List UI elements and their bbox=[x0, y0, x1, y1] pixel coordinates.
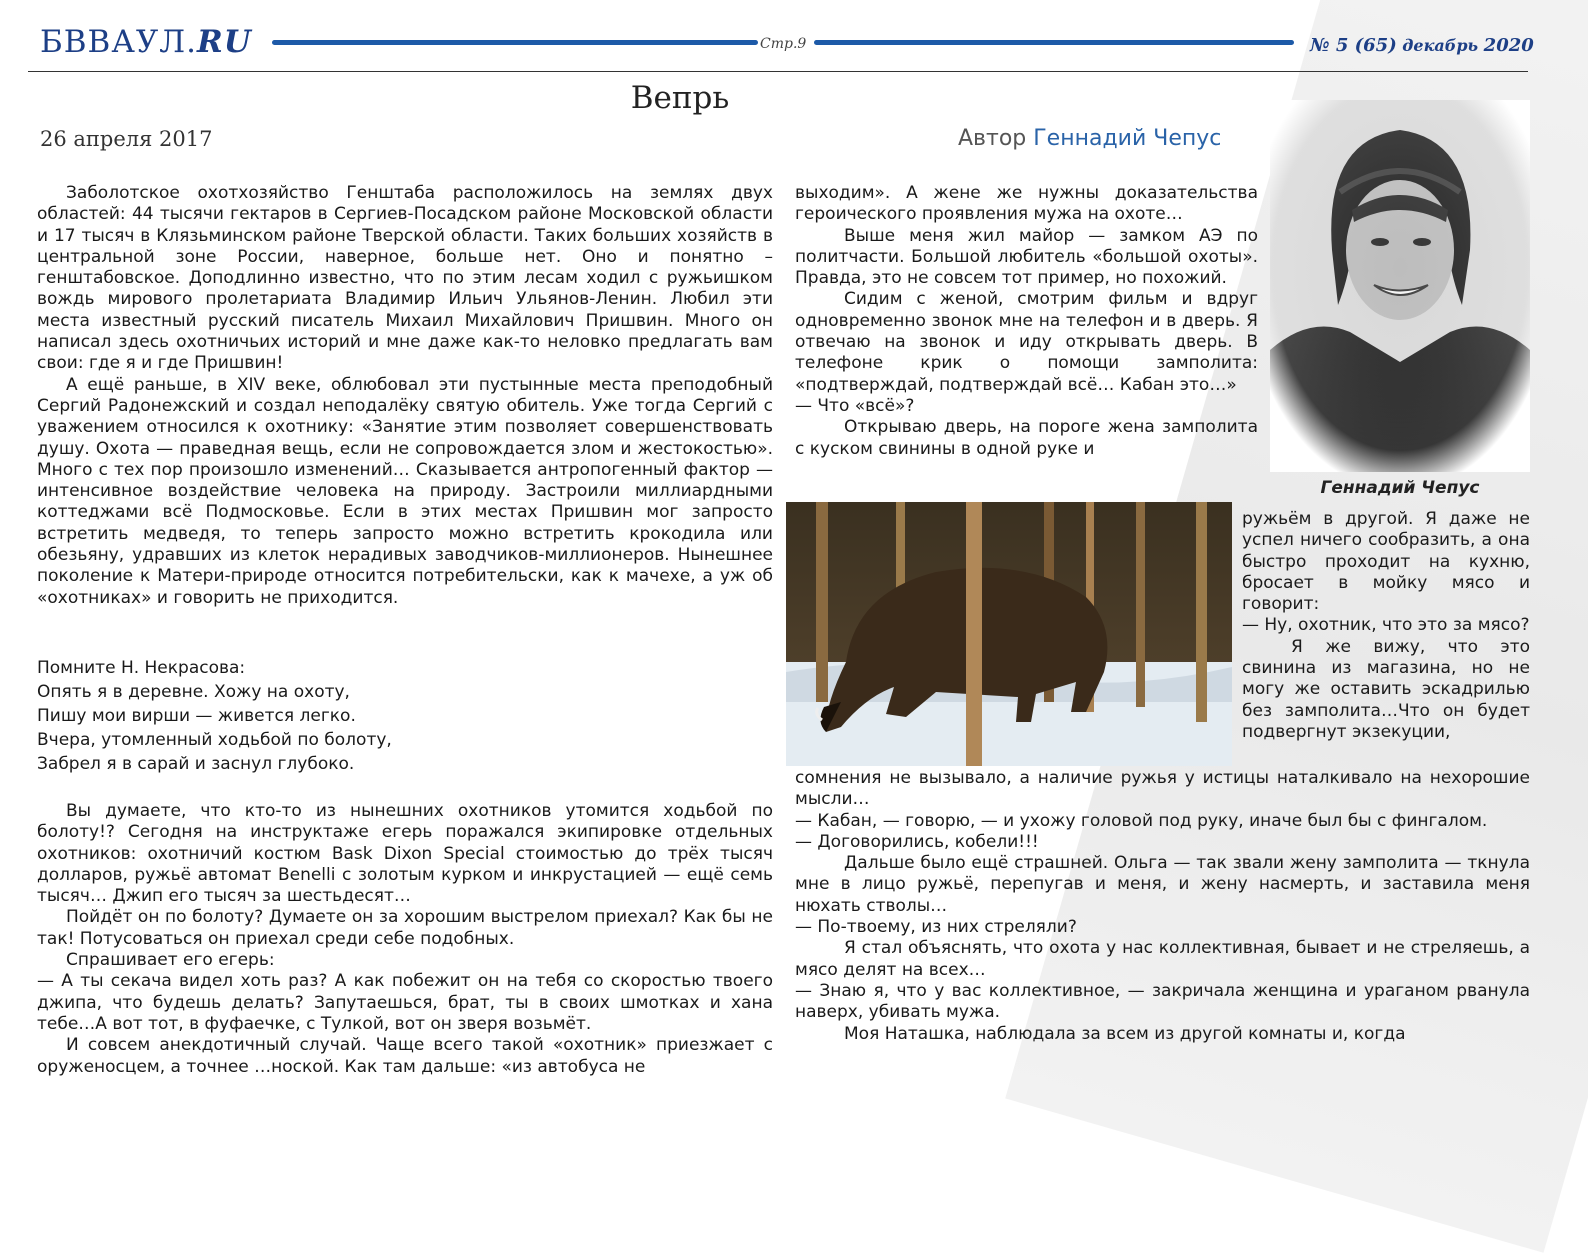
article-paragraph: выходим». А жене же нужны доказательства героического проявления мужа на охоте… bbox=[795, 183, 1258, 225]
author-prefix: Автор bbox=[958, 126, 1027, 151]
article-paragraph: — Знаю я, что у вас коллективное, — закричала женщина и ураганом рванула наверх, убивать мужа. bbox=[795, 980, 1530, 1023]
logo-text: БВВАУЛ. bbox=[40, 24, 197, 60]
article-paragraph: Спрашивает его егерь: bbox=[66, 950, 275, 971]
article-paragraph: Заболотское охотхозяйство Генштаба расположилось на землях двух областей: 44 тысячи гектаров в Сергиев-Посадском районе Московской области и 17 тысяч в Клязьминском районе Тверской области. Таких больших хозяйств в центральной зоне России, наверное, больше нет. Оно и понятно – генштабовское. Доподлинно известно, что по этим лесам ходил с ружьишком вождь мирового пролетариата Владимир Ильич Ульянов-Ленин. Любил эти места известный русский писатель Михаил Михайлович Пришвин. Много он написал здесь охотничьих историй и мне даже как-то неловко предлагать вам свои: где я и где Пришвин! bbox=[37, 183, 773, 374]
boar-image bbox=[786, 502, 1232, 766]
poem-line: Забрел я в сарай и заснул глубоко. bbox=[37, 754, 355, 774]
boar-photo bbox=[786, 502, 1232, 766]
portrait-caption: Геннадий Чепус bbox=[1320, 478, 1480, 498]
poem-block bbox=[37, 656, 773, 776]
article-paragraph: А ещё раньше, в XIV веке, облюбовал эти пустынные места преподобный Сергий Радонежский и создал неподалёку святую обитель. Уже тогда Сергий с уважением относился к охотнику: «Занятие этим позволяет совершенствовать душу. Охота — праведная вещь, если не сопровождается злом и жестокостью». Много с тех пор произошло изменений… Сказывается антропогенный фактор — интенсивное воздействие человека на природу. Застроили миллиардными коттеджами всё Подмосковье. Если в этих местах Пришвин мог запросто встретить медведя, то теперь запросто можно встретить крокодила или обезьяну, удравших из клеток нерадивых заводчиков-миллионеров. Нынешнее поколение к Матери-природе относится потребительски, как к мачехе, а уж об «охотниках» и говорить не приходится. bbox=[37, 374, 773, 608]
poem-line: Вчера, утомленный ходьбой по болоту, bbox=[37, 730, 392, 750]
article-paragraph: И совсем анекдотичный случай. Чаще всего такой «охотник» приезжает с оруженосцем, а точнее …ноской. Как там дальше: «из автобуса не bbox=[37, 1035, 773, 1077]
article-paragraph: Я стал объяснять, что охота у нас коллективная, бывает и не стреляешь, а мясо делят на всех… bbox=[795, 938, 1530, 980]
right-column-bottom bbox=[795, 768, 1530, 1045]
article-paragraph: Открываю дверь, на пороге жена замполита с куском свинины в одной руке и bbox=[795, 417, 1258, 459]
poem-line: Опять я в деревне. Хожу на охоту, bbox=[37, 682, 350, 702]
article-paragraph: — По-твоему, из них стреляли? bbox=[795, 917, 1077, 938]
article-paragraph: Вы думаете, что кто-то из нынешних охотников утомится ходьбой по болоту!? Сегодня на инструктаже егерь поражался экипировке отдельных охотников: охотничий костюм Bask Dixon Special стоимостью до трёх тысяч долларов, ружьё автомат Benelli с золотым курком и инкрустацией — ещё семь тысяч… Джип его тысяч за шестьдесят… bbox=[37, 801, 773, 907]
issue-number: № 5 (65) bbox=[1310, 35, 1397, 56]
article-paragraph: — Ну, охотник, что это за мясо? bbox=[1242, 615, 1530, 636]
article-paragraph: ружьём в другой. Я даже не успел ничего сообразить, а она быстро проходит на кухню, бросает в мойку мясо и говорит: bbox=[1242, 509, 1530, 615]
header-divider bbox=[28, 71, 1528, 72]
header-rule-left bbox=[272, 40, 758, 45]
issue-year: 2020 bbox=[1483, 35, 1534, 56]
article-author bbox=[958, 126, 1221, 151]
article-paragraph: Дальше было ещё страшней. Ольга — так звали жену замполита — ткнула мне в лицо ружьё, перепугав и меня, и жену насмерть, и заставила меня нюхать стволы… bbox=[795, 853, 1530, 916]
article-paragraph: Моя Наташка, наблюдала за всем из другой комнаты и, когда bbox=[844, 1023, 1406, 1044]
issue-month: декабрь bbox=[1402, 36, 1479, 55]
article-paragraph: Я же вижу, что это свинина из магазина, но не могу же оставить эскадрилью без замполита…Что он будет подвергнут экзекуции, bbox=[1242, 636, 1530, 742]
right-column-beside-photo bbox=[1242, 509, 1530, 743]
left-column-bottom bbox=[37, 801, 773, 1078]
logo-suffix: RU bbox=[196, 24, 252, 60]
author-portrait bbox=[1270, 100, 1530, 472]
poem-line: Пишу мои вирши — живется легко. bbox=[37, 706, 356, 726]
page-number: Стр.9 bbox=[760, 36, 807, 52]
article-paragraph: — Договорились, кобели!!! bbox=[795, 831, 1039, 852]
author-name-link[interactable]: Геннадий Чепус bbox=[1033, 126, 1222, 151]
portrait-image bbox=[1270, 100, 1530, 472]
poem-intro: Помните Н. Некрасова: bbox=[37, 658, 246, 678]
article-paragraph: Выше меня жил майор — замком АЭ по политчасти. Большой любитель «большой охоты». Правда, это не совсем тот пример, но похожий. bbox=[795, 225, 1258, 289]
article-title: Вепрь bbox=[630, 80, 730, 116]
site-logo bbox=[40, 24, 252, 60]
article-paragraph: — Что «всё»? bbox=[795, 395, 915, 416]
article-paragraph: — Кабан, — говорю, — и ухожу головой под руку, иначе был бы с фингалом. bbox=[795, 810, 1488, 831]
issue-info bbox=[1310, 35, 1534, 56]
article-paragraph: Сидим с женой, смотрим фильм и вдруг одновременно звонок мне на телефон и в дверь. Я отвечаю на звонок и иду открывать дверь. В телефоне крик о помощи замполита: «подтверждай, подтверждай всё… Кабан это…» bbox=[795, 289, 1258, 395]
article-date: 26 апреля 2017 bbox=[40, 127, 213, 151]
left-column-top bbox=[37, 183, 773, 609]
right-column-top bbox=[795, 183, 1258, 460]
article-paragraph: — А ты секача видел хоть раз? А как побежит он на тебя со скоростью твоего джипа, что будешь делать? Запутаешься, брат, ты в своих шмотках и хана тебе…А вот тот, в фуфаечке, с Тулкой, вот он зверя возьмёт. bbox=[37, 971, 773, 1034]
header-rule-right bbox=[814, 40, 1294, 45]
article-paragraph: Пойдёт он по болоту? Думаете он за хорошим выстрелом приехал? Как бы не так! Потусоваться он приехал среди себе подобных. bbox=[37, 907, 773, 949]
article-paragraph: сомнения не вызывало, а наличие ружья у истицы наталкивало на нехорошие мысли… bbox=[795, 768, 1530, 810]
